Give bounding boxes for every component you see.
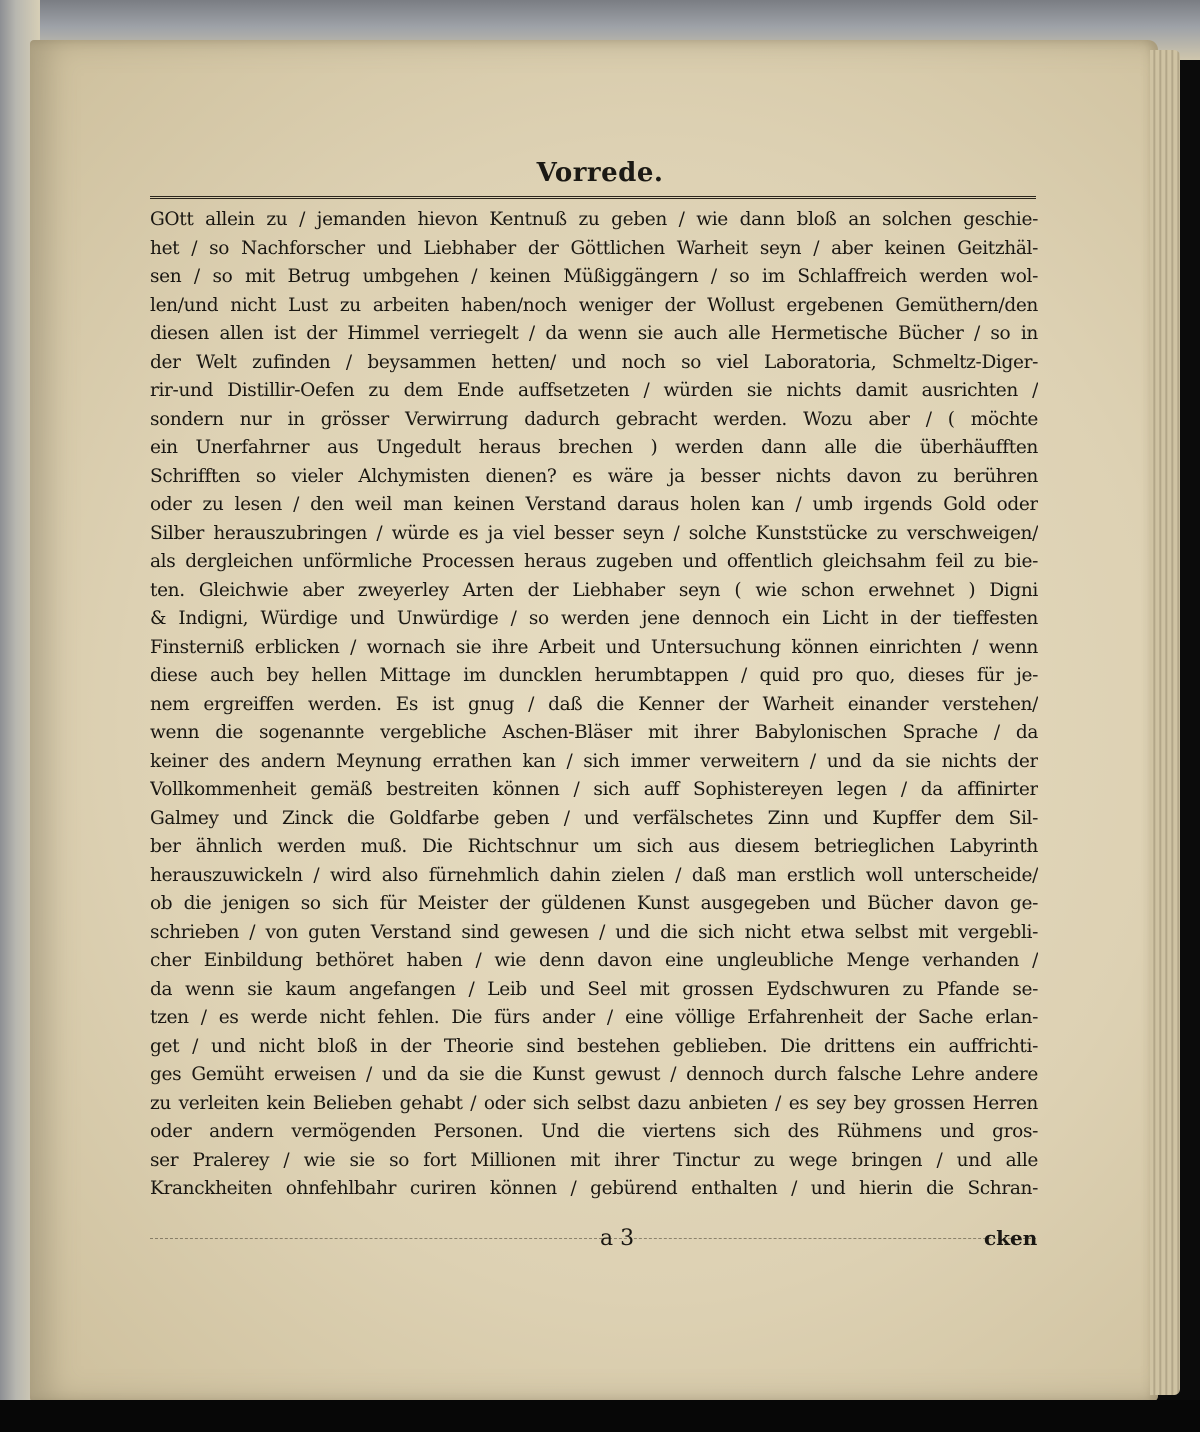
text-line: diesen allen ist der Himmel verriegelt / da wenn sie auch alle Hermetische Bücher / so in xyxy=(150,323,1038,344)
text-line: ges Gemüht erweisen / und da sie die Kunst gewust / dennoch durch falsche Lehre andere xyxy=(150,1064,1038,1085)
text-line: Silber herauszubringen / würde es ja viel besser seyn / solche Kunststücke zu verschweigen/ xyxy=(150,522,1038,544)
text-line: Kranckheiten ohnfehlbahr curiren können / gebürend enthalten / und hierin die Schran- xyxy=(150,1178,1038,1199)
text-line: wenn die sogenannte vergebliche Aschen-Bläser mit ihrer Babylonischen Sprache / da xyxy=(150,722,1038,743)
text-line: tzen / es werde nicht fehlen. Die fürs ander / eine völlige Erfahrenheit der Sache erlan- xyxy=(150,1007,1038,1028)
text-line: der Welt zufinden / beysammen hetten/ und noch so viel Laboratoria, Schmeltz-Diger- xyxy=(150,351,1038,373)
text-line: zu verleiten kein Belieben gehabt / oder sich selbst dazu anbieten / es sey bey grossen Herren xyxy=(150,1092,1038,1114)
text-line: len/und nicht Lust zu arbeiten haben/noch weniger der Wollust ergebenen Gemüthern/den xyxy=(150,294,1038,316)
signature-mark: a 3 xyxy=(600,1226,635,1251)
body-text xyxy=(150,206,1038,1226)
text-line: get / und nicht bloß in der Theorie sind bestehen geblieben. Die drittens ein auffrichti- xyxy=(150,1035,1038,1057)
text-line: herauszuwickeln / wird also fürnehmlich dahin zielen / daß man erstlich woll unterscheide/ xyxy=(150,864,1038,886)
page-stack-edge xyxy=(1150,50,1180,1395)
text-line: Vollkommenheit gemäß bestreiten können / sich auff Sophistereyen legen / da affinirter xyxy=(150,779,1038,800)
text-line: het / so Nachforscher und Liebhaber der Göttlichen Warheit seyn / aber keinen Geitzhäl- xyxy=(150,237,1038,259)
text-line: keiner des andern Meynung errathen kan / sich immer verweitern / und da sie nichts der xyxy=(150,750,1038,772)
text-line: schrieben / von guten Verstand sind gewesen / und die sich nicht etwa selbst mit vergebli- xyxy=(150,921,1038,943)
text-line: diese auch bey hellen Mittage im duncklen herumbtappen / quid pro quo, dieses für je- xyxy=(150,665,1038,686)
text-line: oder andern vermögenden Personen. Und die viertens sich des Rühmens und gros- xyxy=(150,1121,1038,1142)
heading-rule xyxy=(150,196,1036,199)
text-line: Schrifften so vieler Alchymisten dienen? es wäre ja besser nichts davon zu berühren xyxy=(150,465,1038,487)
catchword: cken xyxy=(984,1226,1038,1250)
text-line: sen / so mit Betrug umbgehen / keinen Müßiggängern / so im Schlaffreich werden wol- xyxy=(150,266,1038,287)
text-line: ob die jenigen so sich für Meister der güldenen Kunst ausgegeben und Bücher davon ge- xyxy=(150,893,1038,914)
text-line: ten. Gleichwie aber zweyerley Arten der Liebhaber seyn ( wie schon erwehnet ) Digni xyxy=(150,579,1038,601)
text-line: rir-und Distillir-Oefen zu dem Ende auffsetzeten / würden sie nichts damit ausrichten / xyxy=(150,380,1038,401)
scan-background xyxy=(0,1400,1200,1432)
page-heading: Vorrede. xyxy=(536,158,664,188)
text-line: cher Einbildung bethöret haben / wie denn davon eine ungleubliche Menge verhanden / xyxy=(150,950,1038,971)
text-line: oder zu lesen / den weil man keinen Verstand daraus holen kan / umb irgends Gold oder xyxy=(150,494,1038,515)
text-line: ber ähnlich werden muß. Die Richtschnur um sich aus diesem betrieglichen Labyrinth xyxy=(150,836,1038,857)
text-line: ein Unerfahrner aus Ungedult heraus brechen ) werden dann alle die überhäufften xyxy=(150,437,1038,458)
text-line: & Indigni, Würdige und Unwürdige / so werden jene dennoch ein Licht in der tieffesten xyxy=(150,608,1038,629)
text-line: GOtt allein zu / jemanden hievon Kentnuß zu geben / wie dann bloß an solchen geschie- xyxy=(150,209,1038,230)
text-line: als dergleichen unförmliche Processen heraus zugeben und offentlich gleichsahm feil zu bie- xyxy=(150,551,1038,572)
footer-rule xyxy=(150,1238,1036,1239)
text-line: Finsterniß erblicken / wornach sie ihre Arbeit und Untersuchung können einrichten / wenn xyxy=(150,636,1038,658)
text-line: nem ergreiffen werden. Es ist gnug / daß die Kenner der Warheit einander verstehen/ xyxy=(150,693,1038,715)
text-line: Galmey und Zinck die Goldfarbe geben / und verfälschetes Zinn und Kupffer dem Sil- xyxy=(150,807,1038,829)
text-line: da wenn sie kaum angefangen / Leib und Seel mit grossen Eydschwuren zu Pfande se- xyxy=(150,978,1038,1000)
text-line: ser Pralerey / wie sie so fort Millionen mit ihrer Tinctur zu wege bringen / und alle xyxy=(150,1149,1038,1171)
text-line: sondern nur in grösser Verwirrung dadurch gebracht werden. Wozu aber / ( möchte xyxy=(150,408,1038,430)
